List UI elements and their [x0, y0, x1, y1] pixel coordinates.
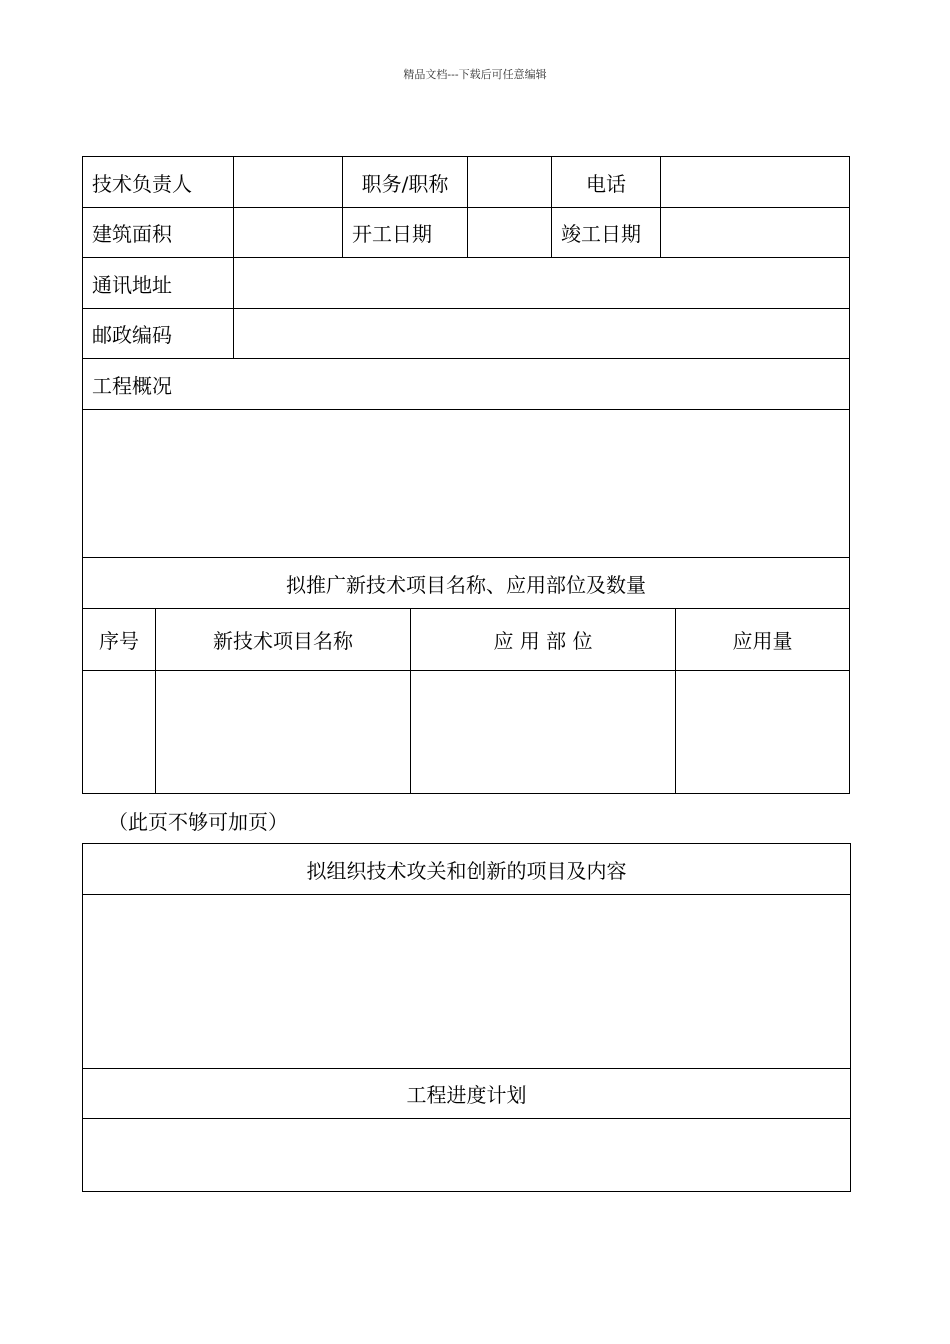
project-info-table: [82, 156, 850, 609]
col-header-index: 序号: [83, 609, 156, 671]
address-field[interactable]: [234, 258, 850, 309]
add-page-note: （此页不够可加页）: [108, 810, 288, 834]
start-date-label: 开工日期: [343, 208, 468, 258]
postcode-label: 邮政编码: [83, 309, 234, 359]
innovation-title: 拟组织技术攻关和创新的项目及内容: [83, 844, 851, 895]
schedule-field[interactable]: [83, 1119, 851, 1192]
area-field[interactable]: [234, 208, 343, 258]
tech-lead-label: 技术负责人: [83, 157, 234, 208]
new-tech-table: [82, 608, 850, 794]
area-label: 建筑面积: [83, 208, 234, 258]
end-date-field[interactable]: [661, 208, 850, 258]
col-header-tech-name: 新技术项目名称: [156, 609, 411, 671]
position-field[interactable]: [468, 157, 552, 208]
overview-field[interactable]: [83, 410, 850, 558]
tech-name-cell[interactable]: [156, 671, 411, 794]
index-cell[interactable]: [83, 671, 156, 794]
page-header: 精品文档---下载后可任意编辑: [403, 68, 547, 81]
tech-lead-field[interactable]: [234, 157, 343, 208]
col-header-quantity: 应用量: [676, 609, 850, 671]
start-date-field[interactable]: [468, 208, 552, 258]
phone-label: 电话: [552, 157, 661, 208]
new-tech-title: 拟推广新技术项目名称、应用部位及数量: [83, 558, 850, 609]
overview-label: 工程概况: [83, 359, 850, 410]
phone-field[interactable]: [661, 157, 850, 208]
position-label: 职务/职称: [343, 157, 468, 208]
col-header-location: 应 用 部 位: [411, 609, 676, 671]
end-date-label: 竣工日期: [552, 208, 661, 258]
innovation-field[interactable]: [83, 895, 851, 1069]
schedule-title: 工程进度计划: [83, 1069, 851, 1119]
postcode-field[interactable]: [234, 309, 850, 359]
location-cell[interactable]: [411, 671, 676, 794]
quantity-cell[interactable]: [676, 671, 850, 794]
address-label: 通讯地址: [83, 258, 234, 309]
plan-table: [82, 843, 851, 1192]
